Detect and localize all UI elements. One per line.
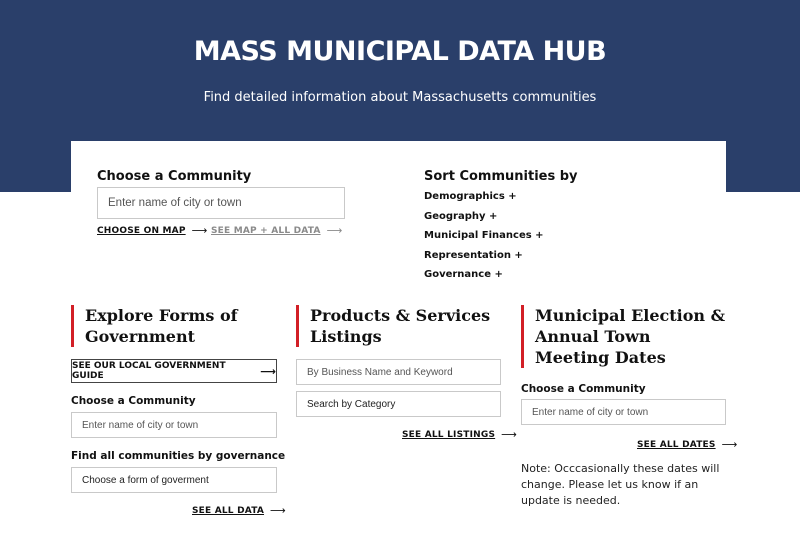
search-card — [71, 141, 726, 301]
sort-governance[interactable]: Governance + — [424, 269, 503, 280]
governance-select[interactable] — [71, 467, 277, 493]
election-dates-heading: Municipal Election & Annual Town Meeting Dates — [521, 305, 726, 368]
see-all-data-link[interactable]: SEE ALL DATA — [192, 505, 265, 516]
see-all-dates-link[interactable]: SEE ALL DATES — [637, 439, 716, 450]
see-map-all-data-link[interactable]: SEE MAP + ALL DATA — [211, 225, 321, 236]
arrow-right-icon: ⟶ — [326, 224, 343, 237]
sort-representation[interactable]: Representation + — [424, 249, 523, 261]
fog-community-input[interactable] — [71, 412, 277, 438]
governance-select-value: Choose a form of goverment — [82, 474, 209, 486]
see-all-listings-link[interactable]: SEE ALL LISTINGS — [402, 429, 496, 440]
sort-geography[interactable]: Geography + — [424, 210, 498, 222]
products-services-heading: Products & Services Listings — [296, 305, 496, 347]
sort-demographics[interactable]: Demographics + — [424, 191, 517, 202]
community-search-placeholder: Enter name of city or town — [108, 197, 242, 209]
community-search-input[interactable] — [97, 187, 345, 219]
forms-of-government-heading: Explore Forms of Government — [71, 305, 261, 347]
election-community-placeholder: Enter name of city or town — [532, 406, 649, 418]
sort-list — [424, 191, 624, 291]
sort-communities-title: Sort Communities by — [424, 169, 578, 184]
election-community-label: Choose a Community — [521, 383, 646, 395]
page-title: MASS MUNICIPAL DATA HUB — [193, 36, 607, 67]
arrow-right-icon: ⟶ — [260, 364, 276, 378]
fog-community-label: Choose a Community — [71, 395, 196, 407]
page-subtitle: Find detailed information about Massachusetts communities — [203, 90, 597, 105]
fog-community-placeholder: Enter name of city or town — [82, 419, 199, 431]
governance-label: Find all communities by governance — [71, 450, 286, 462]
election-community-input[interactable] — [521, 399, 726, 425]
sort-municipal-finances[interactable]: Municipal Finances + — [424, 230, 544, 241]
business-keyword-input[interactable] — [296, 359, 501, 385]
guide-button-label: SEE OUR LOCAL GOVERNMENT GUIDE — [72, 361, 226, 381]
arrow-right-icon: ⟶ — [191, 224, 208, 237]
choose-community-label: Choose a Community — [97, 169, 252, 184]
arrow-right-icon: ⟶ — [501, 428, 517, 441]
arrow-right-icon: ⟶ — [721, 438, 738, 451]
election-dates-note: Note: Occcasionally these dates will change. Please let us know if an update is needed. — [521, 462, 720, 507]
category-select[interactable] — [296, 391, 501, 417]
business-keyword-placeholder: By Business Name and Keyword — [307, 366, 453, 378]
category-select-value: Search by Category — [307, 398, 396, 410]
local-government-guide-button[interactable] — [71, 359, 277, 383]
choose-on-map-link[interactable]: CHOOSE ON MAP — [97, 225, 186, 236]
arrow-right-icon: ⟶ — [270, 504, 286, 517]
